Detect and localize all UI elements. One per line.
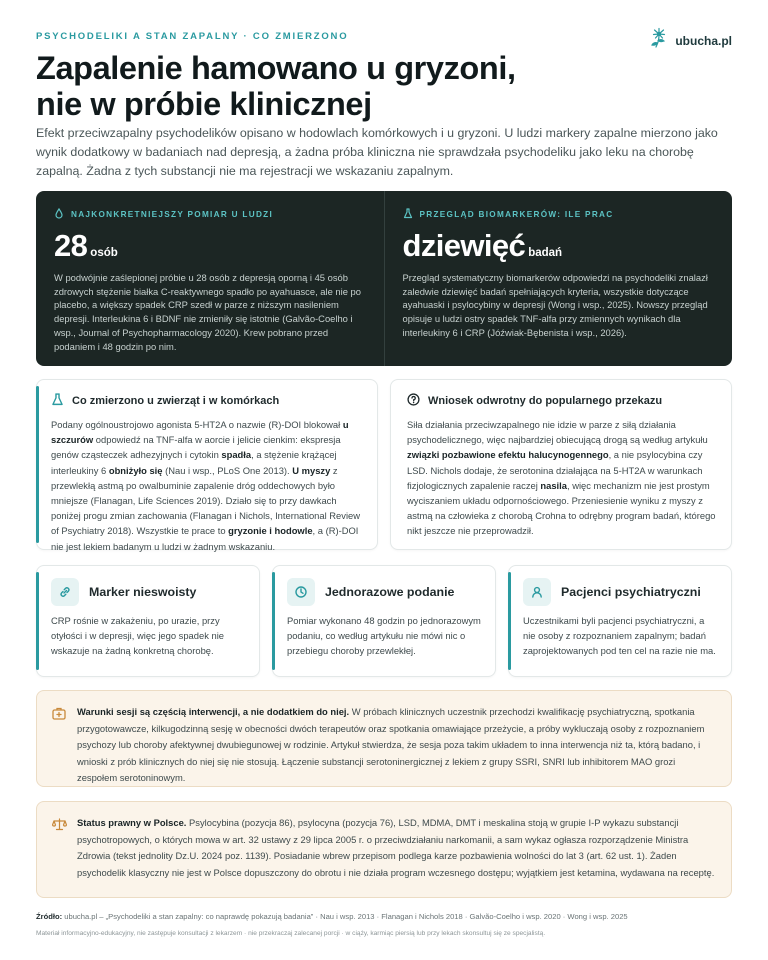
- card-reverse-text: Siła działania przeciwzapalnego nie idzie w parze z siłą działania psychodelicznego, więc najbardziej obiecującą drogą są według artykułu związki pozbawione efektu halucynogennego, a nie psylocybina czy LSD. Nichols dodaje, że serotonina działająca na 5-HT2A w warunkach fizjologicznych zapalenie raczej nasila, więc mechanizm nie jest prostym wyciszaniem układu odpornościowego. Przeniesienie wyniku z myszy z astmą na człowieka z chorobą Crohna to odrębny program badań, którego nikt jeszcze nie przeprowadził.: [407, 419, 716, 537]
- card-reverse-conclusion: [390, 379, 732, 550]
- link-icon: [51, 578, 79, 606]
- hero-right-number: dziewięć: [402, 228, 526, 263]
- mini-card-text: Uczestnikami byli pacjenci psychiatryczni, a nie osoby z rozpoznaniem zapalnym; badań zaprojektowanych pod ten cel na razie nie ma.: [523, 615, 716, 657]
- mini-card-single-dose: [272, 565, 496, 677]
- hero-right-label: PRZEGLĄD BIOMARKERÓW: ILE PRAC: [419, 210, 614, 219]
- person-icon: [523, 578, 551, 606]
- flask-icon: [51, 393, 64, 409]
- card-animals-title: Co zmierzono u zwierząt i w komórkach: [72, 395, 280, 407]
- note-legal-text: Psylocybina (pozycja 86), psylocyna (pozycja 76), LSD, MDMA, DMT i meskalina stoją w grupie I-P wykazu substancji psychotropowych, o których mowa w art. 32 ustawy z 29 lipca 2005 r. o przeciwdziałaniu narkomanii, a sam wykaz ogłasza rozporządzenie Ministra Zdrowia (tekst jednolity Dz.U. 2024 poz. 1139). Posiadanie wbrew przepisom podlega karze pozbawienia wolności do lat 3 (art. 62 ust. 1). Żaden psychodelik klasyczny nie jest w Polsce dopuszczony do obrotu i nie działa program wczesnego dostępu; wyjątkiem jest ketamina, wydawana na receptę.: [77, 817, 715, 878]
- card-animals-cells: [36, 379, 378, 550]
- brand-name: ubucha.pl: [675, 33, 732, 48]
- note-legal-heading: Status prawny w Polsce.: [77, 817, 187, 828]
- note-session-heading: Warunki sesji są częścią interwencji, a nie dodatkiem do niej.: [77, 706, 350, 717]
- mini-card-title: Pacjenci psychiatryczni: [561, 585, 701, 599]
- source-label: Źródło:: [36, 912, 63, 921]
- clock-icon: [287, 578, 315, 606]
- title-line-1: Zapalenie hamowano u gryzoni,: [36, 50, 516, 86]
- question-circle-icon: [407, 393, 420, 409]
- title-line-2: nie w próbie klinicznej: [36, 86, 372, 122]
- note-session-text: W próbach klinicznych uczestnik przechodzi kwalifikację psychiatryczną, spotkania przygotowawcze, kilkugodzinną sesję w obecności dwóch terapeutów oraz spotkania omawiające przeżycie, a próby wykluczają osoby z rozpoznaniem psychozy lub choroby afektywnej dwubiegunowej w rodzinie. Artykuł stwierdza, że sesja poza takim układem to inna interwencja niż ta, którą badano, i wnioski z prób klinicznych do niej się nie stosują. Łączenie substancji serotoninergicznej z lekiem z grupy SSRI, SNRI lub inhibitorem MAO grozi zespołem serotoninowym.: [77, 706, 705, 783]
- drop-icon: [54, 208, 64, 221]
- source-line: [36, 911, 732, 922]
- kicker: PSYCHODELIKI A STAN ZAPALNY · CO ZMIERZONO: [36, 31, 349, 42]
- hero-right-unit: badań: [528, 247, 563, 259]
- scales-icon: [52, 818, 67, 837]
- card-animals-text: Podany ogólnoustrojowo agonista 5-HT2A o nazwie (R)-DOI blokował u szczurów odpowiedź na TNF-alfa w aorcie i jelicie cienkim: ekspresja genów cząsteczek adhezyjnych i cytokin spadła, a stężenie krążącej interleukiny 6 obniżyło się (Nau i wsp., PLoS One 2013). U myszy z przewlekłą astmą po owalbuminie zapalenie dróg oddechowych było mniejsze (Flanagan, Life Sciences 2019). Działo się to przy dawkach poniżej progu zmian zachowania (Flanagan i Nichols, International Review of Psychiatry 2018). Wszystkie te prace to gryzonie i hodowle, a (R)-DOI nie jest lekiem badanym u ludzi w żadnym wskazaniu.: [51, 419, 361, 552]
- page-title: [36, 50, 676, 122]
- lede: Efekt przeciwzapalny psychodelików opisano w hodowlach komórkowych i u gryzoni. U ludzi markery zapalne mierzono jako wynik dodatkowy w badaniach nad depresją, a żadna próba kliniczna nie sprawdzała psychodeliku jako leku na chorobę zapalną. Żadna z tych substancji nie ma rejestracji we wskazaniu zapalnym.: [36, 126, 718, 178]
- medical-kit-icon: [52, 707, 66, 726]
- mini-card-text: Pomiar wykonano 48 godzin po jednorazowym podaniu, co według artykułu nie mówi nic o przebiegu choroby przewlekłej.: [287, 615, 481, 657]
- mini-card-nonspecific-marker: [36, 565, 260, 677]
- hero-left-text: W podwójnie zaślepionej próbie u 28 osób z depresją oporną i 45 osób zdrowych stężenie białka C-reaktywnego spadło po ayahuasce, ale nie po placebo, a większy spadek CRP szedł w parze z niższym nasileniem depresji. Interleukina 6 i BDNF nie zmieniły się istotnie (Galvão-Coelho i wsp., Journal of Psychopharmacology 2020). Krew pobrano przed podaniem i 48 godzin po nim.: [54, 272, 361, 352]
- hero-human-measure: [36, 191, 384, 366]
- mini-card-title: Jednorazowe podanie: [325, 585, 455, 599]
- hero-left-label: NAJKONKRETNIEJSZY POMIAR U LUDZI: [71, 210, 274, 219]
- card-reverse-title: Wniosek odwrotny do popularnego przekazu: [428, 395, 663, 407]
- hero-biomarker-review: [384, 191, 733, 366]
- mini-card-psychiatric-patients: [508, 565, 732, 677]
- hero-left-number: 28: [54, 228, 88, 263]
- note-legal-status: [36, 801, 732, 898]
- flask-icon: [403, 208, 413, 221]
- hero-panel: [36, 191, 732, 366]
- mini-card-title: Marker nieswoisty: [89, 585, 197, 599]
- hero-left-unit: osób: [90, 247, 118, 259]
- note-session-conditions: [36, 690, 732, 787]
- mini-card-text: CRP rośnie w zakażeniu, po urazie, przy otyłości i w depresji, więc jego spadek nie wskazuje na żadną konkretną chorobę.: [51, 615, 225, 657]
- source-text: ubucha.pl – „Psychodeliki a stan zapalny: co naprawdę pokazują badania” · Nau i wsp. 2013 · Flanagan i Nichols 2018 · Galvão-Coelho i wsp. 2020 · Wong i wsp. 2025: [62, 912, 628, 921]
- hero-right-text: Przegląd systematyczny biomarkerów odpowiedzi na psychodeliki znalazł zaledwie dziewięć badań spełniających kryteria, wszystkie dotyczące ayahuaski i psylocybiny w depresji (Wong i wsp., 2025). Nowszy przegląd opisuje u ludzi ostry spadek TNF-alfa przy zmiennych wynikach dla interleukiny 6 i CRP (Jóźwiak-Bębenista i wsp., 2026).: [402, 272, 708, 338]
- disclaimer: Materiał informacyjno-edukacyjny, nie zastępuje konsultacji z lekarzem · nie przekraczaj zalecanej porcji · w ciąży, karmiąc piersią lub przy lekach skonsultuj się ze specjalistą.: [36, 930, 546, 937]
